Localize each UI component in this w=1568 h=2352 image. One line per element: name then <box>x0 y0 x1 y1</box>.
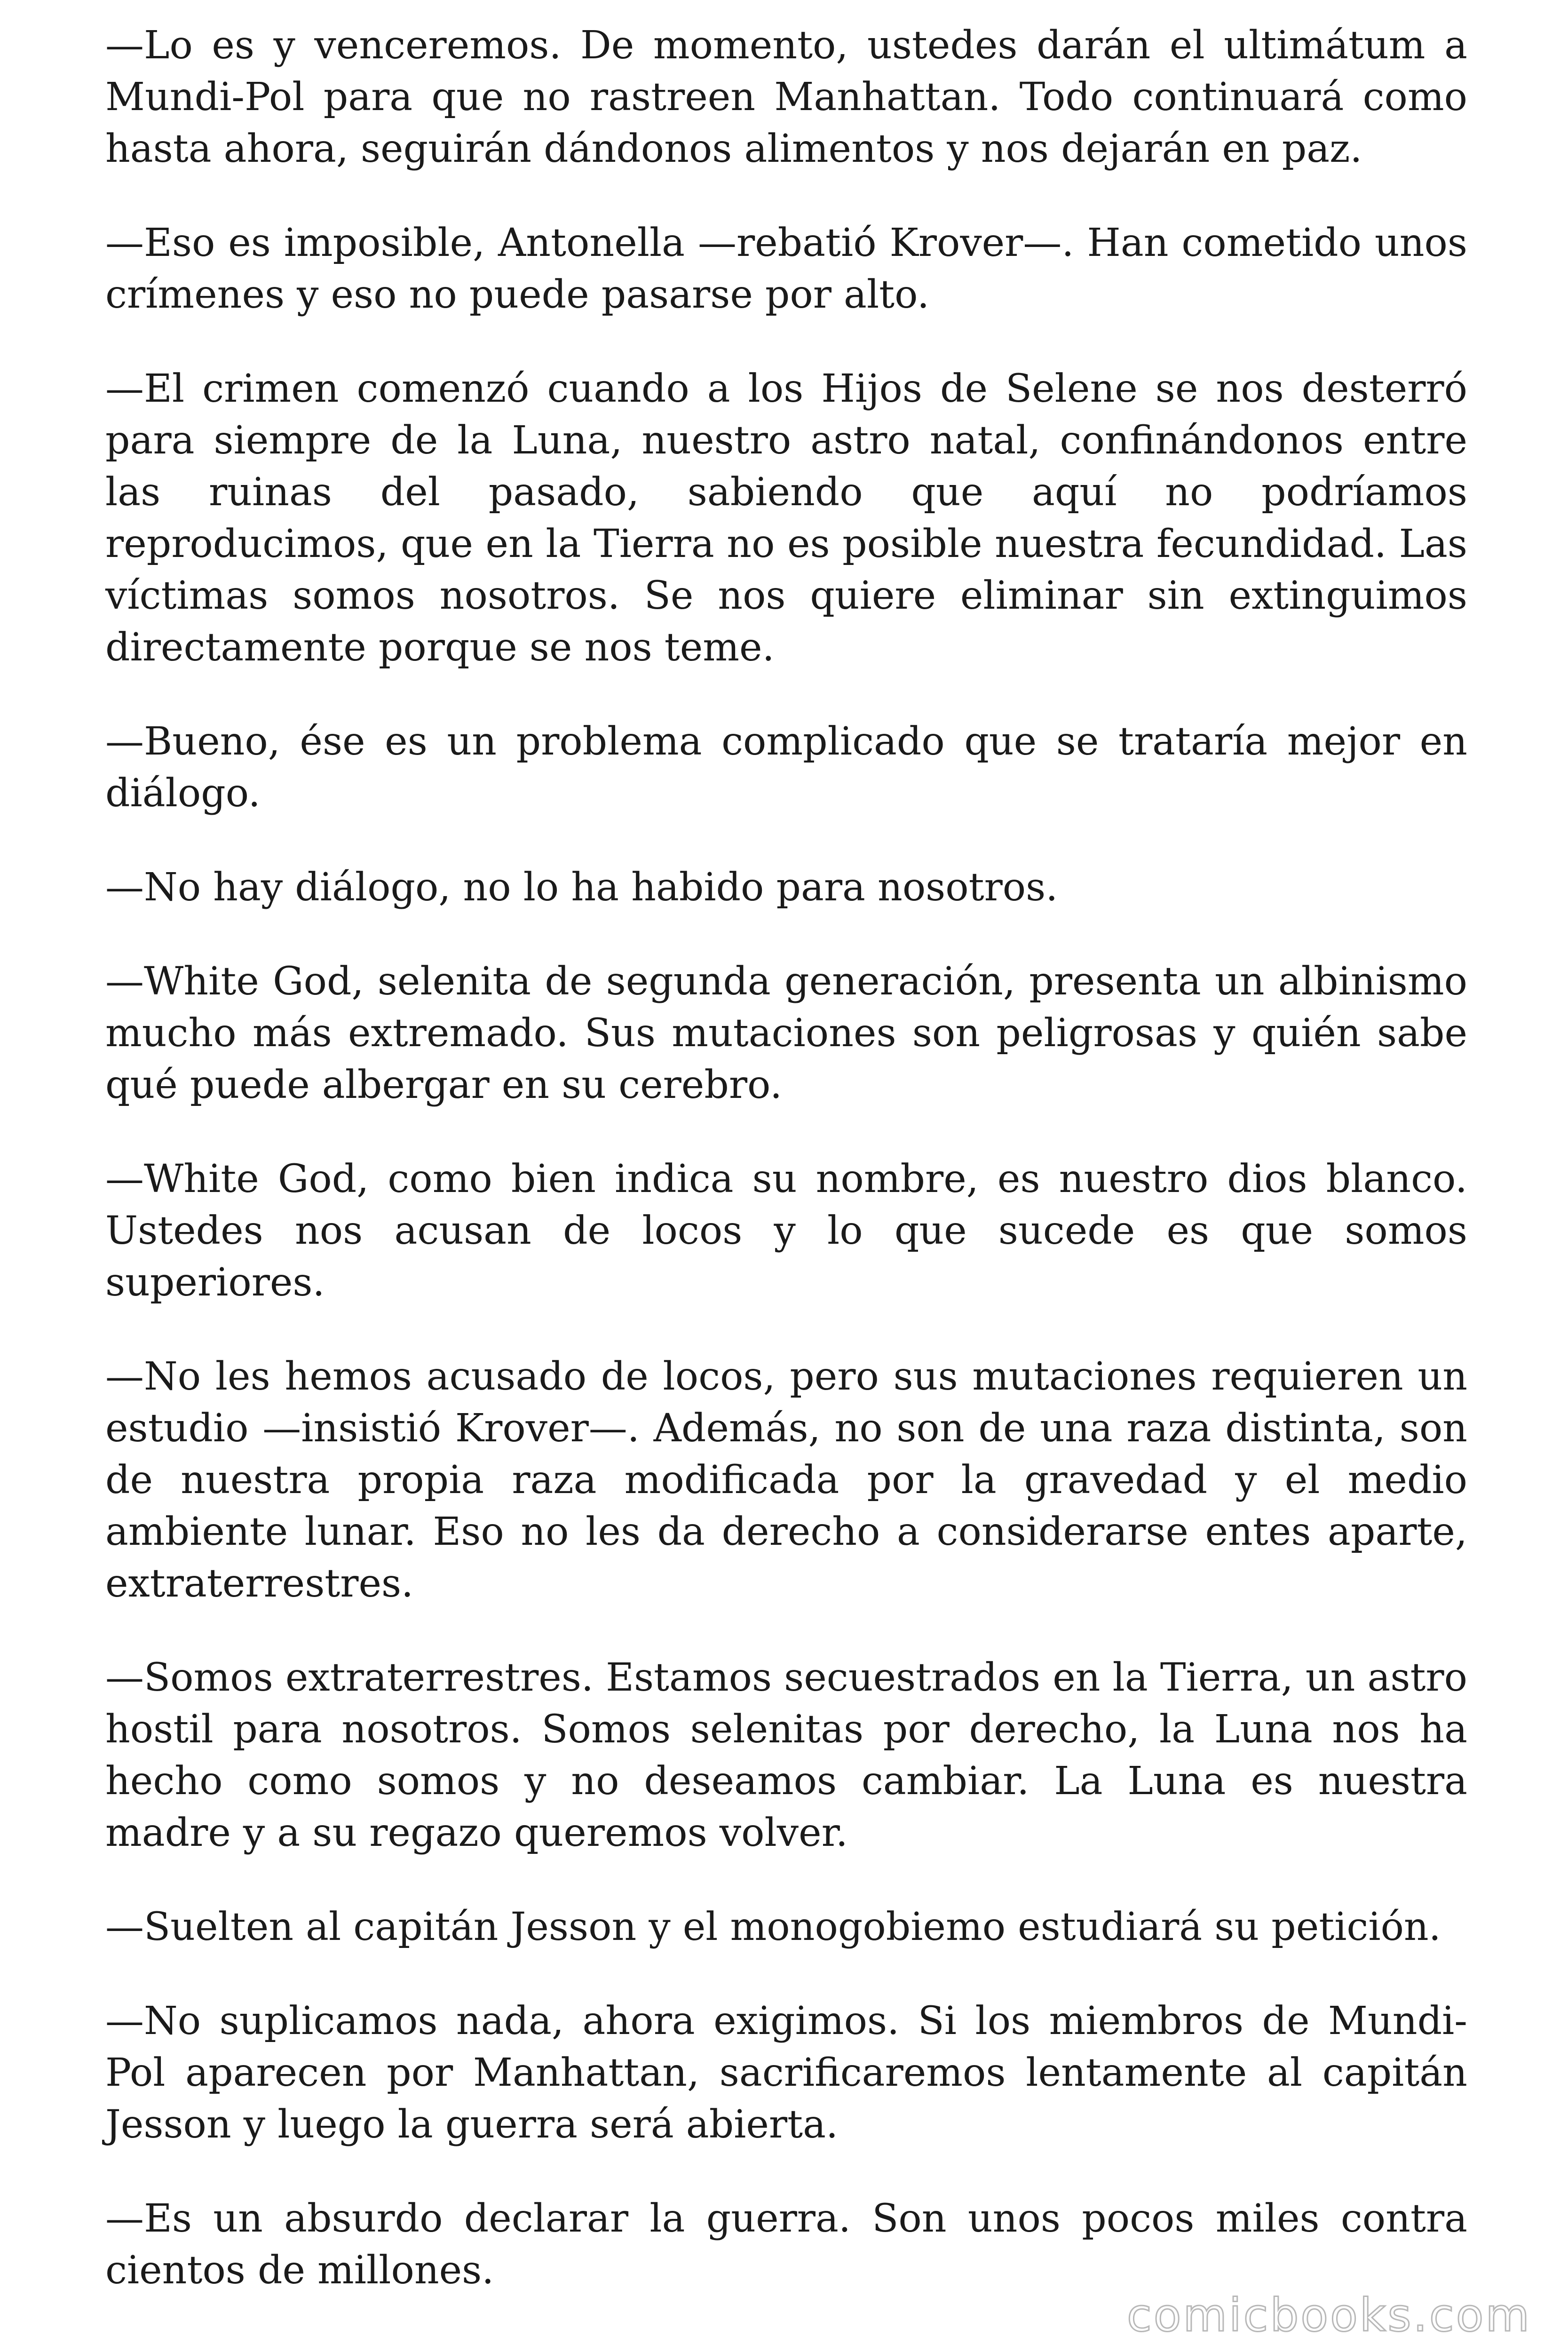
paragraph: —Bueno, ése es un problema complicado que se trataría mejor en diálogo. <box>105 719 1467 816</box>
paragraph: —No les hemos acusado de locos, pero sus mutaciones requieren un estudio —insistió Krover—. Además, no son de una raza distinta, son de nuestra propia raza modificada por la gravedad y el medio ambiente lunar. Eso no les da derecho a considerarse entes aparte, extraterrestres. <box>105 1354 1467 1606</box>
paragraph: —Suelten al capitán Jesson y el monogobiemo estudiará su petición. <box>105 1905 1441 1949</box>
paragraph: —White God, selenita de segunda generación, presenta un albinismo mucho más extremado. Sus mutaciones son peligrosas y quién sabe qué puede albergar en su cerebro. <box>105 959 1467 1107</box>
paragraph: —Es un absurdo declarar la guerra. Son unos pocos miles contra cientos de millones. <box>105 2196 1467 2293</box>
paragraph: —White God, como bien indica su nombre, es nuestro dios blanco. Ustedes nos acusan de locos y lo que sucede es que somos superiores. <box>105 1157 1467 1305</box>
paragraph: —El crimen comenzó cuando a los Hijos de Selene se nos desterró para siempre de la Luna, nuestro astro natal, confinándonos entre las ruinas del pasado, sabiendo que aquí no podríamos reproducimos, que en la Tierra no es posible nuestra fecundidad. Las víctimas somos nosotros. Se nos quiere eliminar sin extinguimos directamente porque se nos teme. <box>105 366 1467 670</box>
paragraph: —Lo es y venceremos. De momento, ustedes darán el ultimátum a Mundi-Pol para que no rastreen Manhattan. Todo continuará como hasta ahora, seguirán dándonos alimentos y nos dejarán en paz. <box>105 23 1467 171</box>
paragraph: —Eso es imposible, Antonella —rebatió Krover—. Han cometido unos crímenes y eso no puede pasarse por alto. <box>105 221 1467 317</box>
watermark: comicbooks.com <box>1126 2289 1531 2342</box>
paragraph: —No hay diálogo, no lo ha habido para nosotros. <box>105 865 1058 910</box>
paragraph: —No suplicamos nada, ahora exigimos. Si los miembros de Mundi-Pol aparecen por Manhattan, sacrificaremos lentamente al capitán Jesson y luego la guerra será abierta. <box>105 1999 1467 2147</box>
paragraph: —Somos extraterrestres. Estamos secuestrados en la Tierra, un astro hostil para nosotros. Somos selenitas por derecho, la Luna nos ha hecho como somos y no deseamos cambiar. La Luna es nuestra madre y a su regazo queremos volver. <box>105 1655 1467 1855</box>
page-body-text <box>105 20 1467 2339</box>
